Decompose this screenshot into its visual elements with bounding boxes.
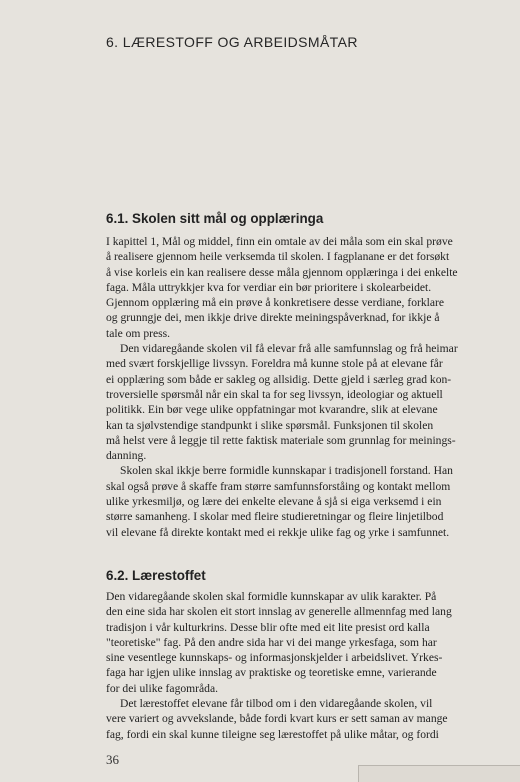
- text-line: og grunngje dei, men ikkje drive direkte meiningspåverknad, for ikkje å: [106, 311, 440, 325]
- section-heading-6-1: 6.1. Skolen sitt mål og opplæringa: [106, 211, 324, 226]
- text-line: sine vesentlege kunnskaps- og informasjonskjelder i arbeidslivet. Yrkes-: [106, 651, 443, 665]
- section-body-6-2: [106, 589, 512, 742]
- text-line: vil elevane få direkte kontakt med ei rekkje ulike fag og yrke i samfunnet.: [106, 525, 450, 539]
- text-line: danning.: [106, 449, 147, 463]
- text-line: med svært forskjellige livssyn. Foreldra må kunne stole på at elevane får: [106, 357, 443, 371]
- text-line: å realisere gjennom heile verksemda til skolen. I fagplanane er det forsøkt: [106, 250, 450, 264]
- text-line: Det lærestoffet elevane får tilbod om i den vidaregåande skolen, vil: [120, 697, 433, 711]
- text-line: den eine sida har skolen eit stort innslag av generelle allmennfag med lang: [106, 605, 452, 619]
- text-line: politikk. Ein bør vege ulike oppfatningar mot kvarandre, slik at elevane: [106, 403, 438, 417]
- text-line: å vise korleis ein kan realisere desse måla gjennom opplæringa i dei enkelte: [106, 265, 458, 279]
- chapter-title: 6. LÆRESTOFF OG ARBEIDSMÅTAR: [106, 34, 358, 50]
- scan-corner-mark: [358, 765, 520, 782]
- text-line: Den vidaregåande skolen vil få elevar frå alle samfunnslag og frå heimar: [120, 342, 458, 356]
- text-line: skal også prøve å skaffe fram større samfunnsforståing og kontakt mellom: [106, 479, 451, 493]
- section-body-6-1: [106, 234, 512, 540]
- text-line: "teoretiske" fag. På den andre sida har vi dei mange yrkesfaga, som har: [106, 635, 437, 649]
- text-line: vere variert og avvekslande, både fordi kvart kurs er sett saman av mange: [106, 712, 448, 726]
- text-line: tradisjon i vår kulturkrins. Desse blir ofte med eit lite presist ord kalla: [106, 620, 430, 634]
- text-line: troversielle spørsmål når ein skal ta for seg livssyn, ideologiar og aktuell: [106, 387, 443, 401]
- text-line: faga. Måla uttrykkjer kva for verdiar ein bør prioritere i skolearbeidet.: [106, 280, 432, 294]
- text-line: kan ta sjølvstendige standpunkt i slike spørsmål. Funksjonen til skolen: [106, 418, 434, 432]
- section-heading-6-2: 6.2. Lærestoffet: [106, 568, 206, 583]
- text-line: for dei ulike fagområda.: [106, 681, 219, 695]
- text-line: I kapittel 1, Mål og middel, finn ein omtale av dei måla som ein skal prøve: [106, 235, 453, 248]
- text-line: Gjennom opplæring må ein prøve å konkretisere desse verdiane, forklare: [106, 296, 445, 310]
- text-line: fag, fordi ein skal kunne tileigne seg lærestoffet på ulike måtar, og fordi: [106, 727, 439, 741]
- text-line: må helst vere å leggje til rette faktisk materiale som grunnlag for meinings-: [106, 433, 456, 447]
- text-line: større samanheng. I skolar med fleire studieretningar og fleire linjetilbod: [106, 510, 444, 524]
- page-number: 36: [106, 752, 119, 767]
- text-line: tale om press.: [106, 326, 171, 340]
- text-line: Skolen skal ikkje berre formidle kunnskapar i tradisjonell forstand. Han: [120, 464, 453, 478]
- text-line: ei opplæring som både er sakleg og allsidig. Dette gjeld i særleg grad kon-: [106, 372, 452, 386]
- text-line: ulike yrkesmiljø, og lære dei enkelte elevane å sjå si eiga verksemd i ein: [106, 495, 442, 509]
- text-line: Den vidaregåande skolen skal formidle kunnskapar av ulik karakter. På: [106, 590, 437, 603]
- text-line: faga har igjen ulike innslag av praktiske og teoretiske emne, varierande: [106, 666, 437, 680]
